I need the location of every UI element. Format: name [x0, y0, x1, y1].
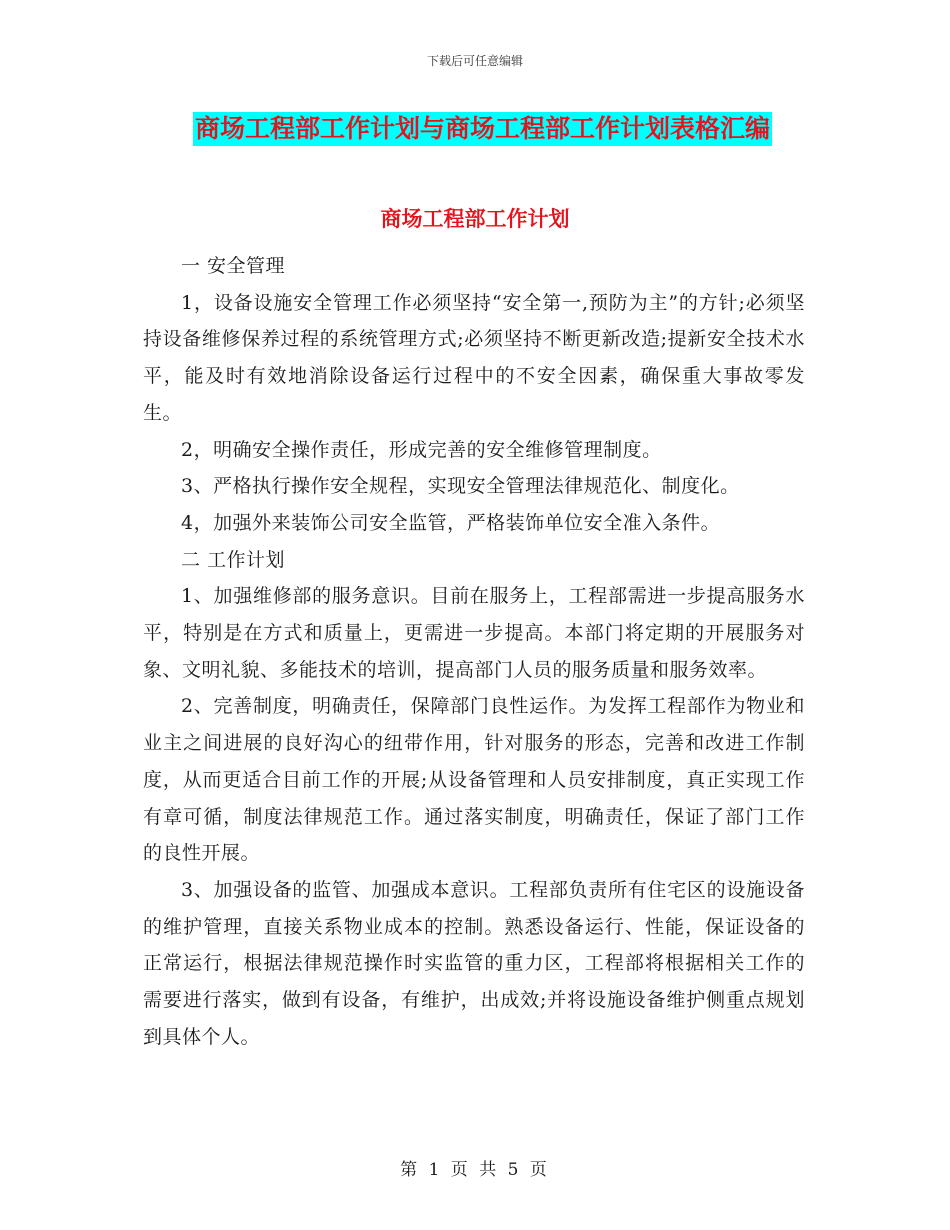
document-body [143, 248, 805, 1055]
section-title: 商场工程部工作计划 [380, 207, 570, 231]
paragraph: 2，明确安全操作责任，形成完善的安全维修管理制度。 [181, 438, 662, 461]
paragraph: 3、严格执行操作安全规程，实现安全管理法律规范化、制度化。 [181, 475, 740, 498]
paragraph: 4，加强外来装饰公司安全监管，严格装饰单位安全准入条件。 [181, 511, 721, 534]
heading-safety-management: 一 安全管理 [181, 255, 286, 277]
paragraph: 2、完善制度，明确责任，保障部门良性运作。为发挥工程部作为物业和业主之间进展的良好沟心的纽带作用，针对服务的形态，完善和改进工作制度，从而更适合目前工作的开展;从设备管理和人员安排制度，真正实现工作有章可循，制度法律规范工作。通过落实制度，明确责任，保证了部门工作的良性开展。 [143, 695, 805, 865]
paragraph: 3、加强设备的监管、加强成本意识。工程部负责所有住宅区的设施设备的维护管理，直接关系物业成本的控制。熟悉设备运行、性能，保证设备的正常运行，根据法律规范操作时实监管的重力区，工程部将根据相关工作的需要进行落实，做到有设备，有维护，出成效;并将设施设备维护侧重点规划到具体个人。 [143, 878, 805, 1048]
paragraph: 1，设备设施安全管理工作必须坚持“安全第一,预防为主”的方针;必须坚持设备维修保养过程的系统管理方式;必须坚持不断更新改造;提新安全技术水平，能及时有效地消除设备运行过程中的不安全因素，确保重大事故零发生。 [143, 291, 805, 424]
page-footer: 第 1 页 共 5 页 [400, 1160, 550, 1180]
document-title: 商场工程部工作计划与商场工程部工作计划表格汇编 [193, 112, 772, 146]
header-note: 下载后可任意编辑 [426, 54, 523, 68]
heading-work-plan: 二 工作计划 [181, 548, 286, 571]
paragraph: 1、加强维修部的服务意识。目前在服务上，工程部需进一步提高服务水平，特别是在方式和质量上，更需进一步提高。本部门将定期的开展服务对象、文明礼貌、多能技术的培训，提高部门人员的服务质量和服务效率。 [143, 585, 805, 681]
